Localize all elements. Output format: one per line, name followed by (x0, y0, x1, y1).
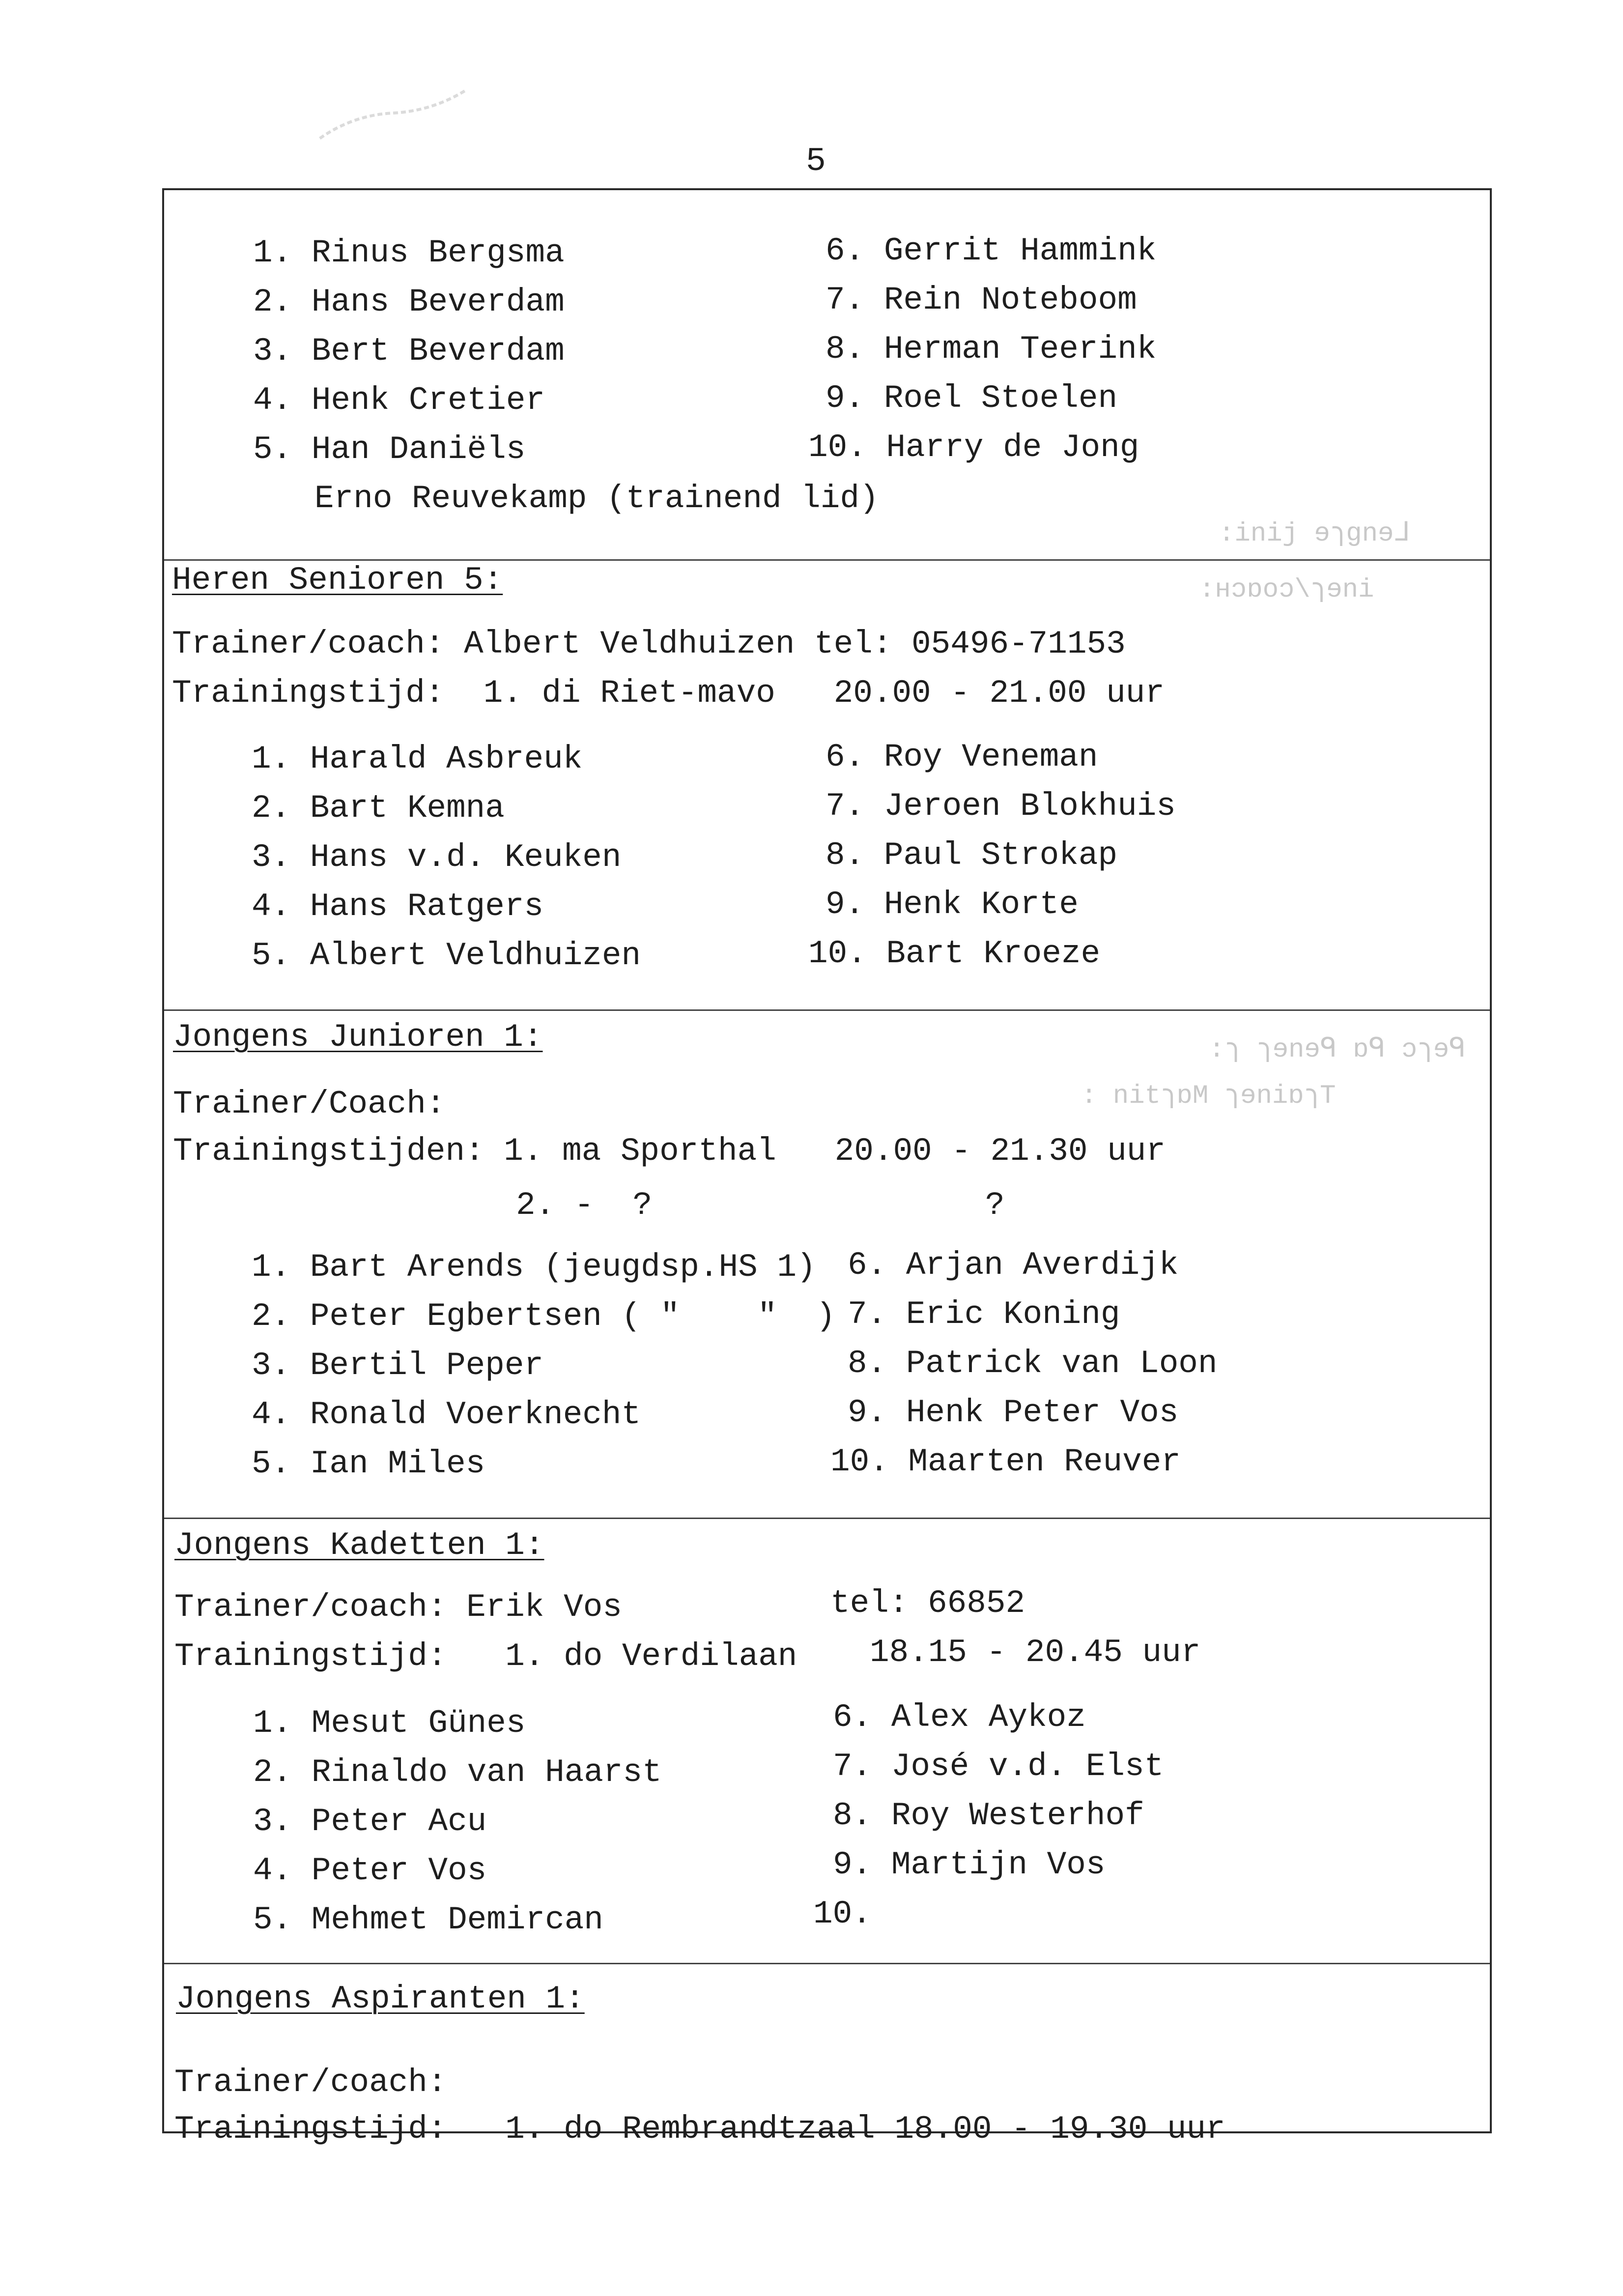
list-item: 10. Bart Kroeze (808, 935, 1101, 972)
section-title: Jongens Junioren 1: (173, 1019, 543, 1056)
training-time: Trainingstijd: 1. do Verdilaan (174, 1638, 797, 1675)
list-item: 3. Hans v.d. Keuken (252, 839, 622, 876)
list-item: 4. Hans Ratgers (252, 888, 544, 925)
faded-stamp-mark (313, 85, 473, 146)
list-item: 2. Peter Egbertsen ( " " ) (252, 1298, 836, 1335)
list-item: 9. Martijn Vos (833, 1846, 1106, 1883)
section-divider (164, 1518, 1490, 1519)
list-item: 6. Roy Veneman (826, 739, 1098, 775)
bleed-through-text: :ʜɔɒoɔ\ɿɘni (1199, 575, 1374, 605)
list-item: 3. Bert Beverdam (253, 333, 565, 370)
section-divider (164, 1963, 1490, 1964)
section-divider (164, 559, 1490, 561)
section-title: Jongens Aspiranten 1: (176, 1980, 585, 2017)
list-item: 1. Rinus Bergsma (253, 234, 565, 271)
list-item: 4. Henk Cretier (253, 382, 545, 419)
list-item: 1. Mesut Günes (253, 1705, 526, 1742)
list-item: 7. Jeroen Blokhuis (826, 788, 1176, 825)
list-item: 10. Harry de Jong (808, 429, 1139, 466)
list-item: 7. Rein Noteboom (826, 282, 1137, 318)
list-item: 2. Rinaldo van Haarst (253, 1754, 662, 1791)
list-item: 8. Roy Westerhof (833, 1797, 1144, 1834)
list-item: 3. Peter Acu (253, 1803, 487, 1840)
list-item: 7. José v.d. Elst (833, 1748, 1164, 1785)
training-time: Trainingstijd: 1. di Riet-mavo 20.00 - 21.00 uur (172, 675, 1165, 712)
list-item: 4. Peter Vos (253, 1852, 487, 1889)
trainer-line: Trainer/coach: (174, 2064, 447, 2101)
training-time: Trainingstijden: 1. ma Sporthal 20.00 - 21.30 uur (173, 1133, 1166, 1170)
training-hours: 18.15 - 20.45 uur (870, 1634, 1201, 1671)
list-item: 4. Ronald Voerknecht (252, 1396, 641, 1433)
list-item: 5. Han Daniëls (253, 431, 526, 468)
list-item: 8. Paul Strokap (826, 837, 1118, 874)
trainer-line: Trainer/Coach: (173, 1086, 446, 1122)
list-item: 5. Ian Miles (252, 1445, 485, 1482)
list-item: 8. Patrick van Loon (848, 1345, 1218, 1382)
section-divider (164, 1009, 1490, 1011)
page-number: 5 (806, 143, 826, 180)
training-time-2-value: ? (985, 1187, 1005, 1224)
list-item: 10. (813, 1895, 872, 1932)
list-item: 7. Eric Koning (848, 1296, 1120, 1333)
list-item: 3. Bertil Peper (252, 1347, 544, 1384)
section-title: Jongens Kadetten 1: (174, 1527, 544, 1564)
phone-number: tel: 66852 (830, 1585, 1025, 1622)
training-time-2: 2. - ? (516, 1187, 653, 1224)
trainer-line: Trainer/coach: Albert Veldhuizen tel: 05496-71153 (172, 626, 1126, 662)
bleed-through-text: : nitɿɒM ɿɘniɒɿT (1081, 1081, 1336, 1111)
trainer-line: Trainer/coach: Erik Vos (174, 1589, 622, 1626)
list-item: 8. Herman Teerink (826, 331, 1157, 368)
list-item: 5. Mehmet Demircan (253, 1901, 603, 1938)
list-item: 6. Gerrit Hammink (826, 232, 1157, 269)
list-item: 9. Henk Peter Vos (848, 1394, 1179, 1431)
bleed-through-text: :inij ɘɿgnɘᒧ (1219, 519, 1410, 549)
bleed-through-text: :ɿ ɿɘnɘᑫ ɒᑫ ɔɿɘᑫ (1209, 1035, 1466, 1065)
list-item: 2. Hans Beverdam (253, 284, 565, 320)
training-time: Trainingstijd: 1. do Rembrandtzaal 18.00 - 19.30 uur (174, 2111, 1225, 2148)
list-item: 10. Maarten Reuver (830, 1443, 1181, 1480)
list-item: 5. Albert Veldhuizen (252, 937, 641, 974)
list-item: 9. Henk Korte (826, 886, 1079, 923)
section-title: Heren Senioren 5: (172, 562, 503, 599)
list-item: 1. Harald Asbreuk (252, 741, 583, 777)
list-item: 1. Bart Arends (jeugdsp.HS 1) (252, 1249, 816, 1286)
list-item: 6. Arjan Averdijk (848, 1247, 1179, 1284)
list-item: 2. Bart Kemna (252, 790, 505, 827)
list-item: 6. Alex Aykoz (833, 1699, 1086, 1736)
list-item: 9. Roel Stoelen (826, 380, 1118, 417)
extra-member: Erno Reuvekamp (trainend lid) (314, 480, 879, 517)
